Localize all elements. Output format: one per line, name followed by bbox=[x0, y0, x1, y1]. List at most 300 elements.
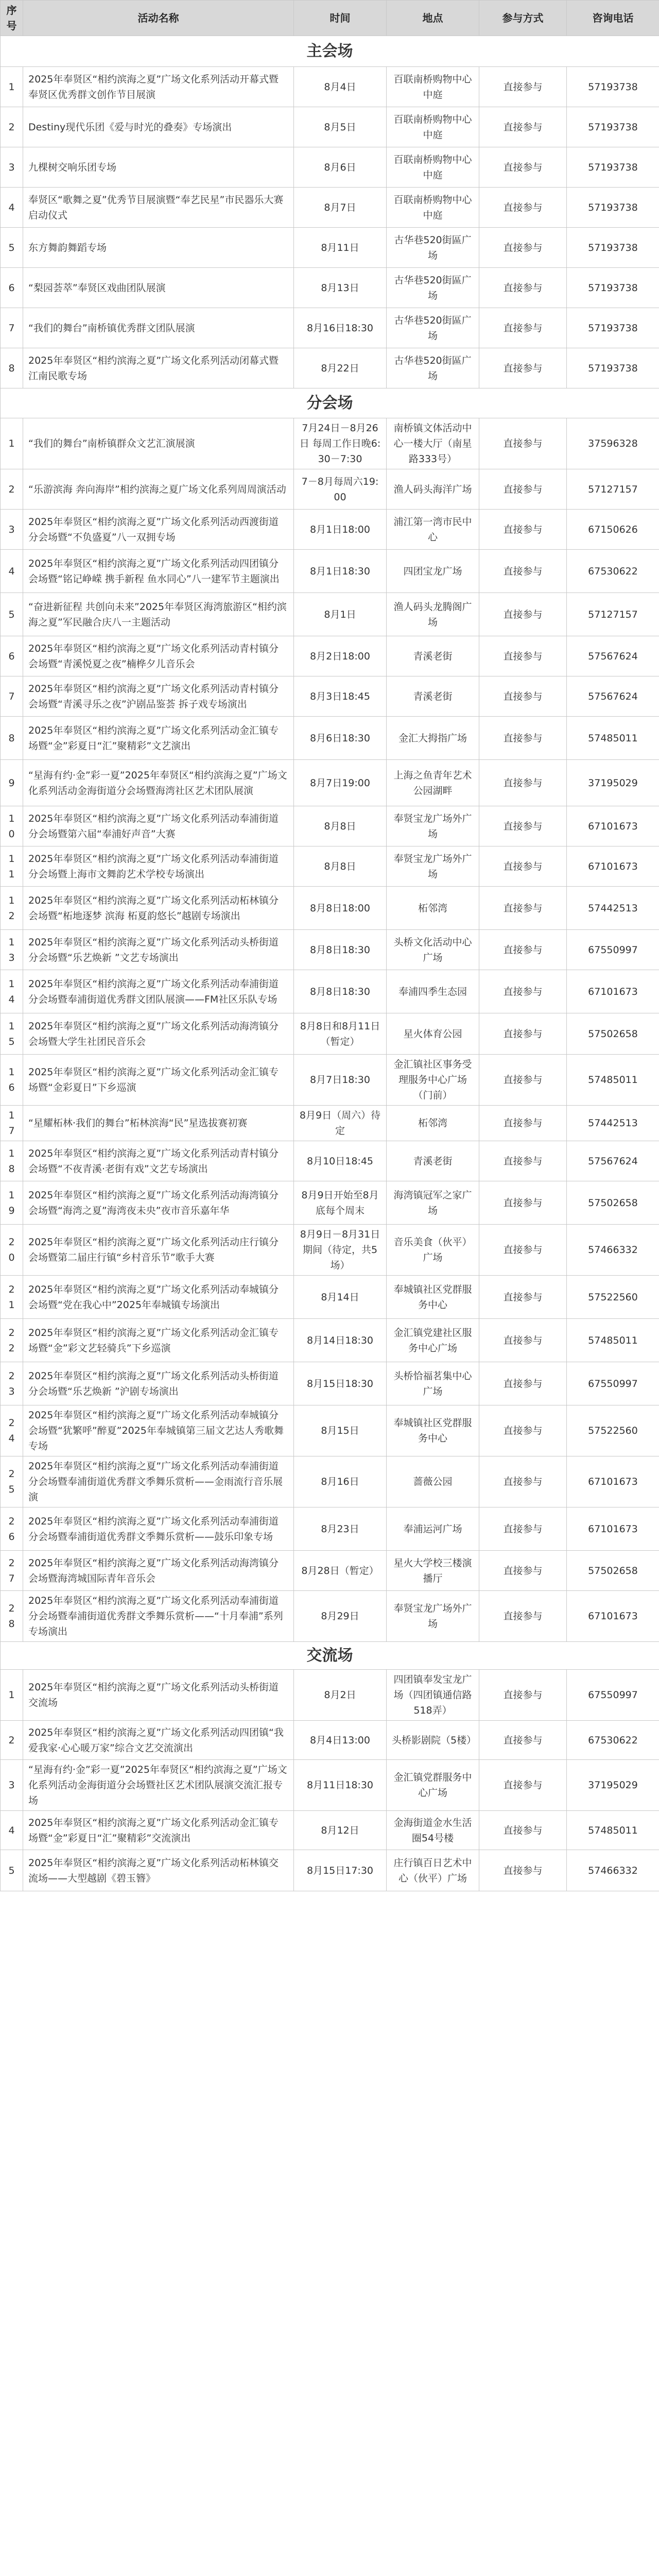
cell-participation: 直接参与 bbox=[479, 107, 567, 147]
cell-participation: 直接参与 bbox=[479, 1551, 567, 1591]
cell-phone: 57193738 bbox=[567, 147, 659, 188]
cell-index: 2 bbox=[1, 1721, 23, 1760]
table-row bbox=[1, 1850, 659, 1891]
cell-participation: 直接参与 bbox=[479, 760, 567, 806]
cell-location: 星火体育公园 bbox=[387, 1013, 479, 1055]
cell-participation: 直接参与 bbox=[479, 1013, 567, 1055]
cell-location: 柘邻湾 bbox=[387, 887, 479, 930]
table-row bbox=[1, 1721, 659, 1760]
table-row bbox=[1, 1405, 659, 1456]
cell-location: 音乐美食（伙平）广场 bbox=[387, 1225, 479, 1276]
col-header-time: 时间 bbox=[294, 1, 387, 36]
cell-index: 7 bbox=[1, 308, 23, 348]
cell-participation: 直接参与 bbox=[479, 1319, 567, 1362]
cell-participation: 直接参与 bbox=[479, 676, 567, 717]
cell-index: 26 bbox=[1, 1507, 23, 1551]
cell-index: 19 bbox=[1, 1181, 23, 1225]
cell-location: 南桥镇文体活动中心一楼大厅（南星路333号） bbox=[387, 418, 479, 469]
cell-index: 6 bbox=[1, 636, 23, 676]
cell-location: 百联南桥购物中心中庭 bbox=[387, 67, 479, 107]
cell-phone: 57502658 bbox=[567, 1181, 659, 1225]
cell-time: 8月2日18:00 bbox=[294, 636, 387, 676]
cell-location: 金海街道金水生活圈54号楼 bbox=[387, 1811, 479, 1850]
cell-phone: 57442513 bbox=[567, 1106, 659, 1141]
cell-index: 4 bbox=[1, 188, 23, 228]
cell-name: 2025年奉贤区“相约滨海之夏”广场文化系列活动西渡街道分会场暨“不负盛夏”八一双拥专场 bbox=[23, 510, 294, 550]
cell-participation: 直接参与 bbox=[479, 469, 567, 510]
cell-location: 奉城镇社区党群服务中心 bbox=[387, 1276, 479, 1319]
cell-index: 22 bbox=[1, 1319, 23, 1362]
table-row bbox=[1, 1507, 659, 1551]
cell-participation: 直接参与 bbox=[479, 1362, 567, 1405]
cell-participation: 直接参与 bbox=[479, 1456, 567, 1507]
table-row bbox=[1, 760, 659, 806]
cell-name: 2025年奉贤区“相约滨海之夏”广场文化系列活动海湾镇分会场暨大学生社团民音乐会 bbox=[23, 1013, 294, 1055]
cell-name: 2025年奉贤区“相约滨海之夏”广场文化系列活动奉城镇分会场暨“党在我心中”2025年奉城镇专场演出 bbox=[23, 1276, 294, 1319]
cell-location: 金汇镇党建社区服务中心广场 bbox=[387, 1319, 479, 1362]
table-row bbox=[1, 228, 659, 268]
cell-index: 16 bbox=[1, 1055, 23, 1106]
cell-phone: 57193738 bbox=[567, 268, 659, 308]
cell-name: 2025年奉贤区“相约滨海之夏”广场文化系列活动开幕式暨奉贤区优秀群文创作节目展演 bbox=[23, 67, 294, 107]
cell-phone: 57502658 bbox=[567, 1013, 659, 1055]
cell-location: 古华巷520街區广场 bbox=[387, 268, 479, 308]
cell-name: “星耀柘林·我们的舞台”柘林滨海“民”星选拔赛初赛 bbox=[23, 1106, 294, 1141]
table-row bbox=[1, 717, 659, 760]
cell-participation: 直接参与 bbox=[479, 147, 567, 188]
table-row bbox=[1, 1362, 659, 1405]
cell-name: Destiny现代乐团《爱与时光的叠奏》专场演出 bbox=[23, 107, 294, 147]
cell-phone: 67101673 bbox=[567, 846, 659, 887]
table-row bbox=[1, 593, 659, 636]
table-row bbox=[1, 188, 659, 228]
cell-location: 庄行镇百日艺术中心（伙平）广场 bbox=[387, 1850, 479, 1891]
cell-phone: 67530622 bbox=[567, 1721, 659, 1760]
cell-name: 2025年奉贤区“相约滨海之夏”广场文化系列活动奉浦街道分会场暨上海市文舞韵艺术学校专场演出 bbox=[23, 846, 294, 887]
cell-phone: 57522560 bbox=[567, 1405, 659, 1456]
table-row bbox=[1, 1456, 659, 1507]
table-body bbox=[1, 36, 659, 1891]
cell-time: 8月6日 bbox=[294, 147, 387, 188]
cell-name: 2025年奉贤区“相约滨海之夏”广场文化系列活动四团镇“我爱我家·心心暖万家”综合文艺交流演出 bbox=[23, 1721, 294, 1760]
cell-participation: 直接参与 bbox=[479, 970, 567, 1013]
table-row bbox=[1, 418, 659, 469]
cell-time: 8月10日18:45 bbox=[294, 1141, 387, 1181]
cell-phone: 57485011 bbox=[567, 1811, 659, 1850]
cell-phone: 57127157 bbox=[567, 593, 659, 636]
cell-index: 5 bbox=[1, 593, 23, 636]
section-row bbox=[1, 36, 659, 67]
table-row bbox=[1, 469, 659, 510]
cell-location: 百联南桥购物中心中庭 bbox=[387, 147, 479, 188]
cell-location: 渔人码头龙腾阁广场 bbox=[387, 593, 479, 636]
table-row bbox=[1, 550, 659, 593]
cell-time: 8月1日18:30 bbox=[294, 550, 387, 593]
cell-time: 8月29日 bbox=[294, 1591, 387, 1642]
cell-phone: 67550997 bbox=[567, 930, 659, 970]
cell-participation: 直接参与 bbox=[479, 1405, 567, 1456]
cell-location: 奉城镇社区党群服务中心 bbox=[387, 1405, 479, 1456]
cell-location: 渔人码头海洋广场 bbox=[387, 469, 479, 510]
cell-phone: 37596328 bbox=[567, 418, 659, 469]
cell-phone: 37195029 bbox=[567, 1760, 659, 1811]
cell-participation: 直接参与 bbox=[479, 930, 567, 970]
cell-participation: 直接参与 bbox=[479, 846, 567, 887]
cell-phone: 57485011 bbox=[567, 1055, 659, 1106]
cell-participation: 直接参与 bbox=[479, 67, 567, 107]
cell-index: 28 bbox=[1, 1591, 23, 1642]
cell-index: 12 bbox=[1, 887, 23, 930]
cell-name: “奋进新征程 共创向未来”2025年奉贤区海湾旅游区“相约滨海之夏”军民融合庆八一主题活动 bbox=[23, 593, 294, 636]
cell-time: 8月9日－8月31日期间（待定，共5场） bbox=[294, 1225, 387, 1276]
cell-phone: 57466332 bbox=[567, 1225, 659, 1276]
table-row bbox=[1, 676, 659, 717]
cell-location: 头桥恰福茗集中心广场 bbox=[387, 1362, 479, 1405]
cell-index: 17 bbox=[1, 1106, 23, 1141]
cell-phone: 57567624 bbox=[567, 676, 659, 717]
cell-index: 18 bbox=[1, 1141, 23, 1181]
col-header-participation: 参与方式 bbox=[479, 1, 567, 36]
cell-phone: 57193738 bbox=[567, 348, 659, 388]
cell-name: 奉贤区“歌舞之夏”优秀节目展演暨“奉艺民星”市民器乐大赛启动仪式 bbox=[23, 188, 294, 228]
table-row bbox=[1, 1141, 659, 1181]
cell-participation: 直接参与 bbox=[479, 1591, 567, 1642]
cell-phone: 57522560 bbox=[567, 1276, 659, 1319]
cell-participation: 直接参与 bbox=[479, 1507, 567, 1551]
cell-participation: 直接参与 bbox=[479, 1181, 567, 1225]
cell-phone: 67101673 bbox=[567, 970, 659, 1013]
cell-phone: 57466332 bbox=[567, 1850, 659, 1891]
cell-name: 2025年奉贤区“相约滨海之夏”广场文化系列活动奉城镇分会场暨“犹繁呼”醉夏”2025年奉城镇第三届文艺达人秀歌舞专场 bbox=[23, 1405, 294, 1456]
table-row bbox=[1, 67, 659, 107]
table-row bbox=[1, 348, 659, 388]
cell-phone: 67101673 bbox=[567, 1507, 659, 1551]
cell-name: 2025年奉贤区“相约滨海之夏”广场文化系列活动金汇镇专场暨“金彩夏日”下乡巡演 bbox=[23, 1055, 294, 1106]
cell-index: 20 bbox=[1, 1225, 23, 1276]
cell-time: 8月15日 bbox=[294, 1405, 387, 1456]
table-row bbox=[1, 147, 659, 188]
cell-phone: 57193738 bbox=[567, 107, 659, 147]
section-title: 分会场 bbox=[1, 388, 659, 418]
cell-index: 2 bbox=[1, 469, 23, 510]
cell-location: 古华巷520街區广场 bbox=[387, 228, 479, 268]
cell-time: 8月8日 bbox=[294, 806, 387, 846]
cell-time: 8月8日和8月11日（暂定） bbox=[294, 1013, 387, 1055]
cell-phone: 57567624 bbox=[567, 1141, 659, 1181]
table-row bbox=[1, 1319, 659, 1362]
section-title: 主会场 bbox=[1, 36, 659, 67]
cell-phone: 57442513 bbox=[567, 887, 659, 930]
cell-index: 27 bbox=[1, 1551, 23, 1591]
cell-location: 金汇镇党群服务中心广场 bbox=[387, 1760, 479, 1811]
cell-name: 2025年奉贤区“相约滨海之夏”广场文化系列活动奉浦街道分会场暨奉浦街道优秀群文季舞乐赏析——鼓乐印象专场 bbox=[23, 1507, 294, 1551]
cell-participation: 直接参与 bbox=[479, 1760, 567, 1811]
cell-location: 浦江第一湾市民中心 bbox=[387, 510, 479, 550]
cell-name: 2025年奉贤区“相约滨海之夏”广场文化系列活动柘林镇分会场暨“柘地逐梦 滨海 柘夏韵悠长”越剧专场演出 bbox=[23, 887, 294, 930]
table-row bbox=[1, 846, 659, 887]
cell-index: 14 bbox=[1, 970, 23, 1013]
table-row bbox=[1, 1225, 659, 1276]
cell-participation: 直接参与 bbox=[479, 228, 567, 268]
cell-index: 23 bbox=[1, 1362, 23, 1405]
cell-name: “我们的舞台”南桥镇优秀群文团队展演 bbox=[23, 308, 294, 348]
table-row bbox=[1, 1106, 659, 1141]
cell-participation: 直接参与 bbox=[479, 418, 567, 469]
cell-time: 8月8日18:30 bbox=[294, 930, 387, 970]
cell-name: 2025年奉贤区“相约滨海之夏”广场文化系列活动金汇镇专场暨“金”彩文艺轻骑兵”下乡巡演 bbox=[23, 1319, 294, 1362]
cell-name: 2025年奉贤区“相约滨海之夏”广场文化系列活动奉浦街道分会场暨奉浦街道优秀群文季舞乐赏析——金雨流行音乐展演 bbox=[23, 1456, 294, 1507]
cell-time: 8月1日 bbox=[294, 593, 387, 636]
cell-index: 11 bbox=[1, 846, 23, 887]
cell-name: “乐游滨海 奔向海岸”相约滨海之夏广场文化系列周周演活动 bbox=[23, 469, 294, 510]
cell-time: 8月16日18:30 bbox=[294, 308, 387, 348]
cell-phone: 67550997 bbox=[567, 1362, 659, 1405]
cell-location: 奉浦运河广场 bbox=[387, 1507, 479, 1551]
cell-index: 9 bbox=[1, 760, 23, 806]
cell-index: 7 bbox=[1, 676, 23, 717]
cell-index: 3 bbox=[1, 510, 23, 550]
cell-time: 8月2日 bbox=[294, 1670, 387, 1721]
cell-index: 2 bbox=[1, 107, 23, 147]
cell-location: 青溪老街 bbox=[387, 1141, 479, 1181]
cell-participation: 直接参与 bbox=[479, 1141, 567, 1181]
cell-name: “星海有约·金”彩一夏”2025年奉贤区“相约滨海之夏”广场文化系列活动金海街道分会场暨社区艺术团队展演交流汇报专场 bbox=[23, 1760, 294, 1811]
cell-participation: 直接参与 bbox=[479, 550, 567, 593]
cell-time: 8月13日 bbox=[294, 268, 387, 308]
cell-time: 8月15日18:30 bbox=[294, 1362, 387, 1405]
cell-phone: 67150626 bbox=[567, 510, 659, 550]
cell-participation: 直接参与 bbox=[479, 717, 567, 760]
cell-index: 4 bbox=[1, 1811, 23, 1850]
cell-name: 2025年奉贤区“相约滨海之夏”广场文化系列活动四团镇分会场暨“铭记峥嵘 携手新程 鱼水同心”八一建军节主题演出 bbox=[23, 550, 294, 593]
table-row bbox=[1, 636, 659, 676]
cell-time: 8月6日18:30 bbox=[294, 717, 387, 760]
cell-location: 蔷薇公园 bbox=[387, 1456, 479, 1507]
cell-participation: 直接参与 bbox=[479, 308, 567, 348]
cell-phone: 57193738 bbox=[567, 228, 659, 268]
cell-phone: 67101673 bbox=[567, 1591, 659, 1642]
col-header-phone: 咨询电话 bbox=[567, 1, 659, 36]
cell-name: 2025年奉贤区“相约滨海之夏”广场文化系列活动庄行镇分会场暨第二届庄行镇“乡村音乐节”歌手大赛 bbox=[23, 1225, 294, 1276]
cell-time: 8月11日 bbox=[294, 228, 387, 268]
cell-name: 2025年奉贤区“相约滨海之夏”广场文化系列活动青村镇分会场暨“青溪寻乐之夜”沪剧品鉴荟 拆子戏专场演出 bbox=[23, 676, 294, 717]
cell-location: 四团宝龙广场 bbox=[387, 550, 479, 593]
cell-location: 海湾镇冠军之家广场 bbox=[387, 1181, 479, 1225]
table-row bbox=[1, 1013, 659, 1055]
cell-location: 奉贤宝龙广场外广场 bbox=[387, 1591, 479, 1642]
cell-name: 九棵树交响乐团专场 bbox=[23, 147, 294, 188]
cell-location: 柘邻湾 bbox=[387, 1106, 479, 1141]
cell-time: 8月12日 bbox=[294, 1811, 387, 1850]
cell-phone: 57193738 bbox=[567, 188, 659, 228]
cell-phone: 57502658 bbox=[567, 1551, 659, 1591]
cell-index: 10 bbox=[1, 806, 23, 846]
cell-name: 2025年奉贤区“相约滨海之夏”广场文化系列活动奉浦街道分会场暨奉浦街道优秀群文季舞乐赏析——“十月奉浦”系列专场演出 bbox=[23, 1591, 294, 1642]
cell-name: 2025年奉贤区“相约滨海之夏”广场文化系列活动金汇镇专场暨“金”彩夏日“汇”聚精彩”交流演出 bbox=[23, 1811, 294, 1850]
col-header-name: 活动名称 bbox=[23, 1, 294, 36]
cell-time: 8月16日 bbox=[294, 1456, 387, 1507]
cell-location: 青溪老街 bbox=[387, 676, 479, 717]
cell-phone: 57485011 bbox=[567, 1319, 659, 1362]
cell-location: 百联南桥购物中心中庭 bbox=[387, 107, 479, 147]
table-row bbox=[1, 1055, 659, 1106]
table-row bbox=[1, 1760, 659, 1811]
cell-name: 2025年奉贤区“相约滨海之夏”广场文化系列活动海湾镇分会场暨海湾城国际青年音乐会 bbox=[23, 1551, 294, 1591]
cell-index: 1 bbox=[1, 418, 23, 469]
cell-time: 8月8日 bbox=[294, 846, 387, 887]
cell-participation: 直接参与 bbox=[479, 1721, 567, 1760]
cell-index: 4 bbox=[1, 550, 23, 593]
cell-location: 四团镇奉发宝龙广场（四团镇通信路518弄） bbox=[387, 1670, 479, 1721]
cell-participation: 直接参与 bbox=[479, 1811, 567, 1850]
cell-time: 8月15日17:30 bbox=[294, 1850, 387, 1891]
cell-name: 2025年奉贤区“相约滨海之夏”广场文化系列活动奉浦街道分会场暨奉浦街道优秀群文团队展演——FM社区乐队专场 bbox=[23, 970, 294, 1013]
table-row bbox=[1, 268, 659, 308]
cell-location: 金汇大拇指广场 bbox=[387, 717, 479, 760]
cell-phone: 57127157 bbox=[567, 469, 659, 510]
table-row bbox=[1, 930, 659, 970]
cell-time: 8月9日开始至8月底每个周末 bbox=[294, 1181, 387, 1225]
col-header-index: 序号 bbox=[1, 1, 23, 36]
cell-name: 2025年奉贤区“相约滨海之夏”广场文化系列活动金汇镇专场暨“金”彩夏日“汇”聚精彩”文艺演出 bbox=[23, 717, 294, 760]
cell-name: “星海有约·金”彩一夏”2025年奉贤区“相约滨海之夏”广场文化系列活动金海街道分会场暨海湾社区艺术团队展演 bbox=[23, 760, 294, 806]
cell-phone: 57193738 bbox=[567, 67, 659, 107]
cell-index: 1 bbox=[1, 67, 23, 107]
cell-index: 3 bbox=[1, 147, 23, 188]
table-row bbox=[1, 308, 659, 348]
cell-participation: 直接参与 bbox=[479, 887, 567, 930]
cell-time: 8月7日19:00 bbox=[294, 760, 387, 806]
cell-location: 百联南桥购物中心中庭 bbox=[387, 188, 479, 228]
cell-participation: 直接参与 bbox=[479, 1106, 567, 1141]
cell-time: 8月8日18:30 bbox=[294, 970, 387, 1013]
section-row bbox=[1, 388, 659, 418]
cell-time: 8月9日（周六）待定 bbox=[294, 1106, 387, 1141]
cell-index: 21 bbox=[1, 1276, 23, 1319]
cell-participation: 直接参与 bbox=[479, 1670, 567, 1721]
cell-time: 8月14日 bbox=[294, 1276, 387, 1319]
cell-name: 2025年奉贤区“相约滨海之夏”广场文化系列活动柘林镇交流场——大型越剧《碧玉簪》 bbox=[23, 1850, 294, 1891]
cell-name: 2025年奉贤区“相约滨海之夏”广场文化系列活动青村镇分会场暨“不夜青溪·老街有戏”文艺专场演出 bbox=[23, 1141, 294, 1181]
cell-index: 5 bbox=[1, 1850, 23, 1891]
cell-participation: 直接参与 bbox=[479, 348, 567, 388]
cell-time: 8月4日 bbox=[294, 67, 387, 107]
cell-time: 8月5日 bbox=[294, 107, 387, 147]
cell-location: 头桥文化活动中心广场 bbox=[387, 930, 479, 970]
cell-name: “梨园荟萃”奉贤区戏曲团队展演 bbox=[23, 268, 294, 308]
table-row bbox=[1, 1811, 659, 1850]
cell-location: 上海之鱼青年艺术公园湖畔 bbox=[387, 760, 479, 806]
cell-name: 2025年奉贤区“相约滨海之夏”广场文化系列活动头桥街道分会场暨“乐艺焕新 ”沪剧专场演出 bbox=[23, 1362, 294, 1405]
cell-location: 古华巷520街區广场 bbox=[387, 308, 479, 348]
table-row bbox=[1, 1276, 659, 1319]
cell-time: 8月7日 bbox=[294, 188, 387, 228]
cell-name: “我们的舞台”南桥镇群众文艺汇演展演 bbox=[23, 418, 294, 469]
cell-participation: 直接参与 bbox=[479, 1225, 567, 1276]
cell-participation: 直接参与 bbox=[479, 593, 567, 636]
cell-name: 2025年奉贤区“相约滨海之夏”广场文化系列活动奉浦街道分会场暨第六届“奉浦好声音”大赛 bbox=[23, 806, 294, 846]
cell-index: 6 bbox=[1, 268, 23, 308]
table-row bbox=[1, 970, 659, 1013]
cell-time: 8月3日18:45 bbox=[294, 676, 387, 717]
cell-location: 星火大学校三楼演播厅 bbox=[387, 1551, 479, 1591]
cell-time: 8月28日（暂定） bbox=[294, 1551, 387, 1591]
cell-phone: 67101673 bbox=[567, 806, 659, 846]
cell-index: 3 bbox=[1, 1760, 23, 1811]
cell-name: 2025年奉贤区“相约滨海之夏”广场文化系列活动闭幕式暨江南民歌专场 bbox=[23, 348, 294, 388]
cell-phone: 57567624 bbox=[567, 636, 659, 676]
cell-name: 2025年奉贤区“相约滨海之夏”广场文化系列活动海湾镇分会场暨“海湾之夏”海湾夜未央”夜市音乐嘉年华 bbox=[23, 1181, 294, 1225]
cell-location: 头桥影剧院（5楼） bbox=[387, 1721, 479, 1760]
cell-index: 25 bbox=[1, 1456, 23, 1507]
cell-index: 8 bbox=[1, 717, 23, 760]
cell-index: 8 bbox=[1, 348, 23, 388]
cell-participation: 直接参与 bbox=[479, 1850, 567, 1891]
cell-participation: 直接参与 bbox=[479, 188, 567, 228]
header-row bbox=[1, 1, 659, 36]
cell-index: 1 bbox=[1, 1670, 23, 1721]
table-row bbox=[1, 107, 659, 147]
cell-participation: 直接参与 bbox=[479, 1276, 567, 1319]
cell-participation: 直接参与 bbox=[479, 268, 567, 308]
cell-name: 东方舞韵舞蹈专场 bbox=[23, 228, 294, 268]
cell-time: 7－8月每周六19:00 bbox=[294, 469, 387, 510]
cell-location: 金汇镇社区事务受理服务中心广场（门前） bbox=[387, 1055, 479, 1106]
table-row bbox=[1, 1591, 659, 1642]
cell-location: 古华巷520街區广场 bbox=[387, 348, 479, 388]
table-row bbox=[1, 1181, 659, 1225]
cell-name: 2025年奉贤区“相约滨海之夏”广场文化系列活动青村镇分会场暨“青溪悦夏之夜”楠桦夕儿音乐会 bbox=[23, 636, 294, 676]
cell-time: 8月11日18:30 bbox=[294, 1760, 387, 1811]
cell-phone: 67101673 bbox=[567, 1456, 659, 1507]
cell-phone: 57193738 bbox=[567, 308, 659, 348]
cell-phone: 57485011 bbox=[567, 717, 659, 760]
cell-phone: 37195029 bbox=[567, 760, 659, 806]
table-row bbox=[1, 887, 659, 930]
cell-index: 24 bbox=[1, 1405, 23, 1456]
cell-time: 8月14日18:30 bbox=[294, 1319, 387, 1362]
table-row bbox=[1, 1670, 659, 1721]
cell-time: 8月4日13:00 bbox=[294, 1721, 387, 1760]
cell-participation: 直接参与 bbox=[479, 806, 567, 846]
cell-time: 8月22日 bbox=[294, 348, 387, 388]
cell-index: 13 bbox=[1, 930, 23, 970]
cell-index: 5 bbox=[1, 228, 23, 268]
table-row bbox=[1, 806, 659, 846]
cell-name: 2025年奉贤区“相约滨海之夏”广场文化系列活动头桥街道分会场暨“乐艺焕新 ”文艺专场演出 bbox=[23, 930, 294, 970]
cell-time: 8月7日18:30 bbox=[294, 1055, 387, 1106]
cell-time: 7月24日－8月26日 每周工作日晚6:30－7:30 bbox=[294, 418, 387, 469]
cell-index: 15 bbox=[1, 1013, 23, 1055]
cell-participation: 直接参与 bbox=[479, 636, 567, 676]
cell-time: 8月1日18:00 bbox=[294, 510, 387, 550]
cell-time: 8月8日18:00 bbox=[294, 887, 387, 930]
cell-participation: 直接参与 bbox=[479, 510, 567, 550]
cell-phone: 67530622 bbox=[567, 550, 659, 593]
cell-location: 青溪老街 bbox=[387, 636, 479, 676]
cell-location: 奉贤宝龙广场外广场 bbox=[387, 846, 479, 887]
cell-name: 2025年奉贤区“相约滨海之夏”广场文化系列活动头桥街道交流场 bbox=[23, 1670, 294, 1721]
section-title: 交流场 bbox=[1, 1642, 659, 1670]
cell-time: 8月23日 bbox=[294, 1507, 387, 1551]
cell-location: 奉贤宝龙广场外广场 bbox=[387, 806, 479, 846]
table-row bbox=[1, 510, 659, 550]
cell-participation: 直接参与 bbox=[479, 1055, 567, 1106]
table-row bbox=[1, 1551, 659, 1591]
cell-phone: 67550997 bbox=[567, 1670, 659, 1721]
section-row bbox=[1, 1642, 659, 1670]
cell-location: 奉浦四季生态园 bbox=[387, 970, 479, 1013]
